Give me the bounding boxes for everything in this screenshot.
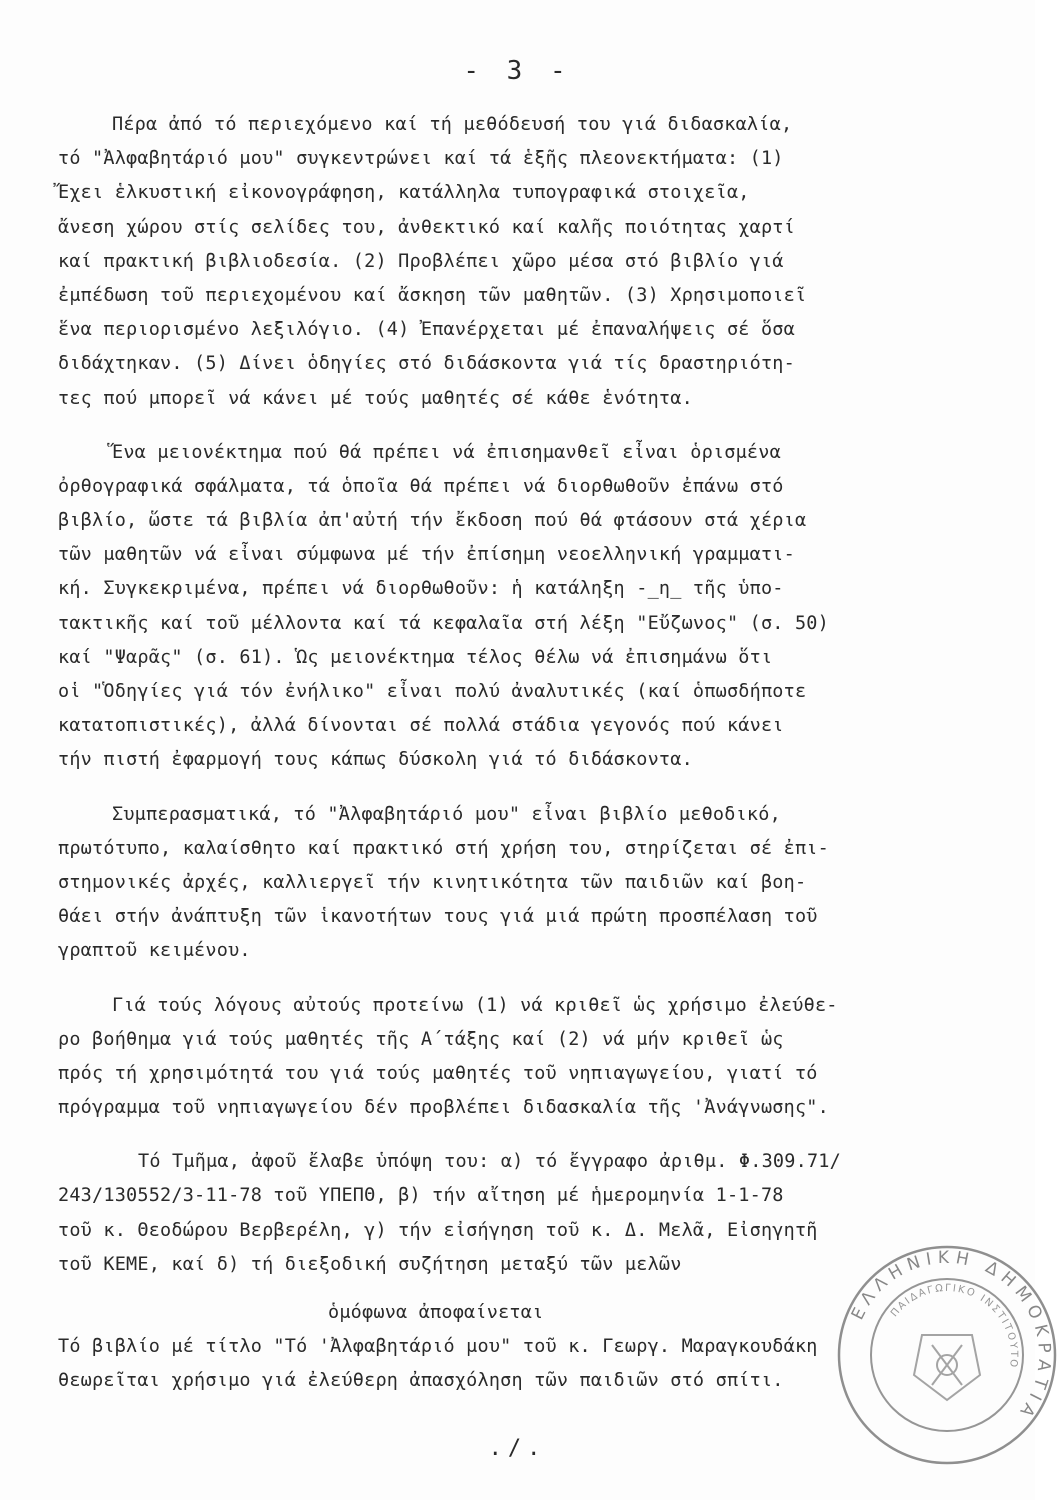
text-line: Ἔχει ἑλκυστική εἰκονογράφηση, κατάλληλα τυπογραφικά στοιχεῖα, [58, 182, 750, 204]
text-line: βιβλίο, ὥστε τά βιβλία ἀπ'αὐτή τήν ἔκδοση πού θά φτάσουν στά χέρια [58, 510, 807, 532]
text-line: Γιά τούς λόγους αὐτούς προτείνω (1) νά κριθεῖ ὡς χρήσιμο ἐλεύθε- [112, 994, 838, 1016]
text-line: 243/130552/3-11-78 τοῦ ΥΠΕΠΘ, β) τήν αἴτηση μέ ἡμερομηνία 1-1-78 [58, 1185, 784, 1207]
text-line: Συμπερασματικά, τό "Ἀλφαβητάριό μου" εἶναι βιβλίο μεθοδικό, [112, 803, 781, 825]
text-line: πρόγραμμα τοῦ νηπιαγωγείου δέν προβλέπει διδασκαλία τῆς 'Ἀνάγνωσης". [58, 1097, 829, 1119]
text-line: τήν πιστή ἐφαρμογή τους κάπως δύσκολη γιά τό διδάσκοντα. [58, 749, 693, 771]
text-line: ἄνεση χώρου στίς σελίδες του, ἀνθεκτικό καί καλῆς ποιότητας χαρτί [58, 216, 795, 238]
text-line: ρο βοήθημα γιά τούς μαθητές τῆς Α΄τάξης καί (2) νά μήν κριθεῖ ὡς [58, 1028, 784, 1050]
text-line: Πέρα ἀπό τό περιεχόμενο καί τή μεθόδευσή του γιά διδασκαλία, [112, 114, 793, 135]
text-line: Τό Τμῆμα, ἀφοῦ ἔλαβε ὑπόψη του: α) τό ἔγγραφο ἀριθμ. Φ.309.71/ [138, 1151, 841, 1173]
seal-outer-text: ΕΛΛΗΝΙΚΗ ΔΗΜΟΚΡΑΤΙΑ [847, 1247, 1055, 1426]
text-line: τακτικῆς καί τοῦ μέλλοντα καί τά κεφαλαῖα στή λέξη "Εὔζωνος" (σ. 50) [58, 612, 829, 634]
text-line: ἕνα περιορισμένο λεξιλόγιο. (4) Ἐπανέρχεται μέ ἐπαναλήψεις σέ ὅσα [58, 319, 795, 341]
text-line: καί πρακτική βιβλιοδεσία. (2) Προβλέπει χῶρο μέσα στό βιβλίο γιά [58, 250, 784, 272]
continuation-mark: ./. [488, 1436, 547, 1461]
text-line: στημονικές ἀρχές, καλλιεργεῖ τήν κινητικότητα τῶν παιδιῶν καί βοη- [58, 871, 807, 893]
document-body [58, 108, 1018, 1399]
decision-heading: ὁμόφωνα ἀποφαίνεται [328, 1302, 544, 1323]
text-line: οἱ "Ὁδηγίες γιά τόν ἐνήλικο" εἶναι πολύ ἀναλυτικές (καί ὁπωσδήποτε [58, 681, 807, 702]
text-line: πρωτότυπο, καλαίσθητο καί πρακτικό στή χρήση του, στηρίζεται σέ ἐπι- [58, 837, 829, 859]
text-line: Ἕνα μειονέκτημα πού θά πρέπει νά ἐπισημανθεῖ εἶναι ὁρισμένα [112, 441, 781, 463]
text-line: κή. Συγκεκριμένα, πρέπει νά διορθωθοῦν: ἡ κατάληξη -_η_ τῆς ὑπο- [58, 578, 784, 600]
text-line: τες πού μπορεῖ νά κάνει μέ τούς μαθητές σέ κάθε ἑνότητα. [58, 387, 693, 409]
decision-line: Τό βιβλίο μέ τίτλο "Τό 'Ἀλφαβητάριό μου" τοῦ κ. Γεωργ. Μαραγκουδάκη [58, 1336, 818, 1358]
text-line: ἐμπέδωση τοῦ περιεχομένου καί ἄσκηση τῶν μαθητῶν. (3) Χρησιμοποιεῖ [58, 284, 807, 306]
text-line: τό "Ἀλφαβητάριό μου" συγκεντρώνει καί τά ἑξῆς πλεονεκτήματα: (1) [58, 148, 784, 170]
text-line: τῶν μαθητῶν νά εἶναι σύμφωνα μέ τήν ἐπίσημη νεοελληνική γραμματι- [58, 544, 795, 566]
text-line: τοῦ κ. Θεοδώρου Βερβερέλη, γ) τήν εἰσήγηση τοῦ κ. Δ. Μελᾶ, Εἰσηγητῆ [58, 1219, 818, 1241]
text-line: θάει στήν ἀνάπτυξη τῶν ἱκανοτήτων τους γιά μιά πρώτη προσπέλαση τοῦ [58, 906, 818, 928]
text-line: ὀρθογραφικά σφάλματα, τά ὁποῖα θά πρέπει νά διορθωθοῦν ἐπάνω στό [58, 475, 784, 497]
decision-line: θεωρεῖται χρήσιμο γιά ἐλεύθερη ἀπασχόληση τῶν παιδιῶν στό σπίτι. [58, 1370, 784, 1392]
svg-text:ΕΛΛΗΝΙΚΗ ΔΗΜΟΚΡΑΤΙΑ [848, 1248, 1055, 1425]
text-line: καί "Ψαρᾶς" (σ. 61). Ὡς μειονέκτημα τέλος θέλω νά ἐπισημάνω ὅτι [58, 646, 773, 668]
seal-inner-text: ΠΑΙΔΑΓΩΓΙΚΟ ΙΝΣΤΙΤΟΥΤΟ [888, 1282, 1020, 1370]
text-line: τοῦ ΚΕΜΕ, καί δ) τή διεξοδική συζήτηση μεταξύ τῶν μελῶν [58, 1253, 682, 1275]
text-line: διδάχτηκαν. (5) Δίνει ὁδηγίες στό διδάσκοντα γιά τίς δραστηριότη- [58, 353, 795, 375]
text-line: κατατοπιστικές), ἀλλά δίνονται σέ πολλά στάδια γεγονός πού κάνει [58, 715, 784, 737]
text-line: πρός τή χρησιμότητά του γιά τούς μαθητές τοῦ νηπιαγωγείου, γιατί τό [58, 1062, 818, 1084]
page-number: - 3 - [463, 56, 572, 86]
text-line: γραπτοῦ κειμένου. [58, 940, 251, 962]
